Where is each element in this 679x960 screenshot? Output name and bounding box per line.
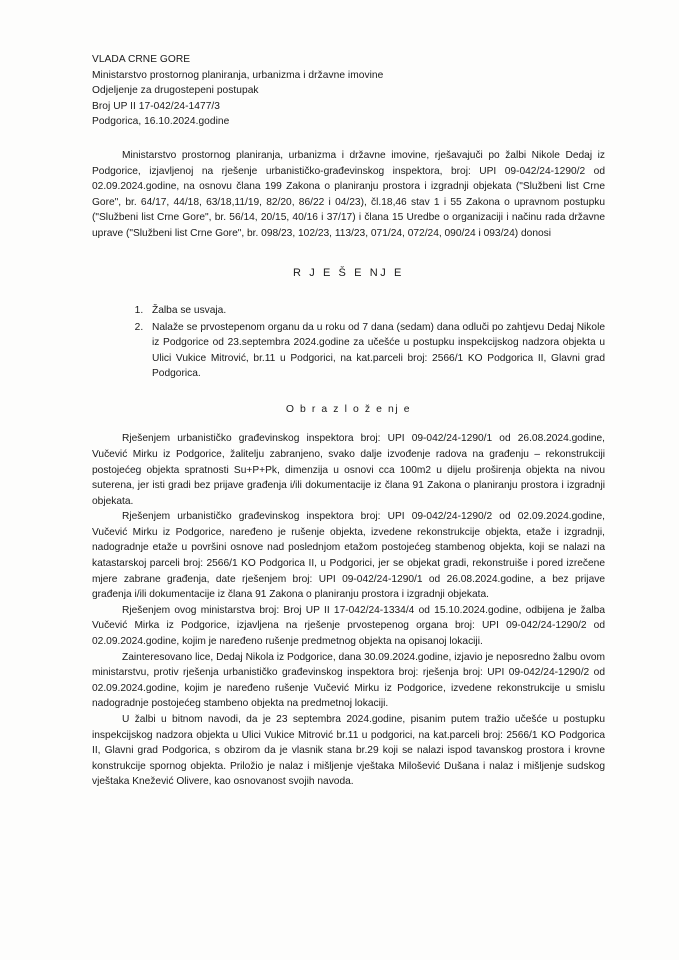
decision-list — [126, 303, 605, 382]
letterhead-line-ministry: Ministarstvo prostornog planiranja, urbanizma i državne imovine — [92, 69, 384, 81]
letterhead-line-place-date: Podgorica, 16.10.2024.godine — [92, 116, 230, 128]
list-item: 1. Žalba se usvaja. — [146, 303, 605, 319]
letterhead-line-case-number: Broj UP II 17-042/24-1477/3 — [92, 100, 221, 112]
explanation-paragraph-5: U žalbi u bitnom navodi, da je 23 septembra 2024.godine, pisanim putem tražio učešće u postupku inspekcijskog nadzora objekta u Ulici Vukice Mitrović br.11 u podgorici, na kat.parceli broj: 2566/1 KO Podgorica II, Glavni grad Podgorica, s obzirom da je vlasnik stana br.29 koji se nalazi ispod tavanskog prostora i krovne konstrukcije spornog objekta. Priložio je nalaz i mišljenje vještaka Milošević Dušana i nalaz i mišljenje sudskog vještaka Knežević Olivere, kao osnovanost svojih navoda. — [92, 714, 605, 788]
letterhead-line-department: Odjeljenje za drugostepeni postupak — [92, 85, 259, 97]
intro-paragraph: Ministarstvo prostornog planiranja, urbanizma i državne imovine, rješavajuči po žalbi Nikole Dedaj iz Podgorice, izjavljenoj na rješenje urbanističko-građevinskog inspektora, broj: UPI 09-042/24-1290/2 od 02.09.2024.godine, na osnovu člana 199 Zakona o planiranju prostora i izgradnji objekata ("Službeni list Crne Gore", br. 64/17, 44/18, 63/18,11/19, 82/20, 86/22 i 04/23), čl.18,46 stav 1 i 55 Zakona o upravnom postupku ("Službeni list Crne Gore", br. 56/14, 20/15, 40/16 i 37/17) i člana 15 Uredbe o organizaciji i načinu rada državne uprave ("Službeni list Crne Gore", br. 098/23, 102/23, 113/23, 071/24, 072/24, 090/24 i 093/24) donosi — [92, 149, 605, 239]
explanation-paragraph-1: Rješenjem urbanističko građevinskog inspektora broj: UPI 09-042/24-1290/1 od 26.08.2024.godine, Vučević Mirku iz Podgorice, žalitelju zabranjeno, svako dalje izvođenje radova na građenju – rekonstrukciji postojećeg objekta spratnosti Su+P+Pk, dimenzija u osnovi cca 100m2 u dijelu proširenja objekta na nivou suterena, jer isti gradi bez prijave građenja i/ili dokumentacije iz člana 91 Zakona o planiranju prostora i izgradnji objekata. — [92, 433, 605, 507]
explanation-body — [92, 431, 605, 790]
letterhead — [92, 52, 605, 130]
explanation-title: O b r a z l o ž e nj e — [285, 403, 412, 415]
decision-title: R J E Š E NJ E — [293, 266, 404, 279]
letterhead-line-government: VLADA CRNE GORE — [92, 54, 191, 65]
explanation-paragraph-3: Rješenjem ovog ministarstva broj: Broj UP II 17-042/24-1334/4 od 15.10.2024.godine, odbijena je žalba Vučević Mirka iz Podgorice, izjavljena na rješenje prvostepenog organa broj: UPI 09-042/24-1290/2 od 02.09.2024.godine, kojim je naređeno rušenje predmetnog objekta na opisanoj lokaciji. — [92, 604, 605, 648]
explanation-paragraph-2: Rješenjem urbanističko građevinskog inspektora broj: UPI 09-042/24-1290/2 od 02.09.2024.godine, Vučević Mirku iz Podgorice, naređeno je rušenje objekta, izvedene rekonstrukcije objekta, etaže i izgradnji, nadogradnje etaže u površini osnove nad poslednjom etažom postojećeg stambenog objekta, koji se nalazi na katastarskoj parceli broj: 2566/1 KO Podgorica II, u Podgorici, jer se objekat gradi, rekonstruiše i pored izrečene mjere zabrane građenja, date rješenjem broj: UPI 09-042/24-1290/1 od 26.08.2024.godine, a bez prijave građenja i/ili dokumentacije iz člana 91 Zakona o planiranju prostora i izgradnji objekata. — [92, 511, 605, 601]
explanation-paragraph-4: Zainteresovano lice, Dedaj Nikola iz Podgorice, dana 30.09.2024.godine, izjavio je neposredno žalbu ovom ministarstvu, protiv rješenja urbanističko građevinskog inspektora broj: rješenja broj: UPI 09-042/24-1290/2 od 02.09.2024.godine, kojim je naređeno rušenje Vučević Mirku iz Podgorice, izvedene rekonstrukcije u smislu nadogradnje postojećeg stambeno objekta na predmetnoj lokaciji. — [92, 651, 605, 710]
document-body — [92, 52, 605, 790]
list-item: 2. Nalaže se prvostepenom organu da u roku od 7 dana (sedam) dana odluči po zahtjevu Dedaj Nikole iz Podgorice od 23.septembra 2024.godine za učešće u postupku inspekcijskog nadzora objekta u Ulici Vukice Mitrović, br.11 u Podgorici, na kat.parceli broj: 2566/1 KO Podgorica II, Glavni grad Podgorica. — [146, 320, 605, 382]
